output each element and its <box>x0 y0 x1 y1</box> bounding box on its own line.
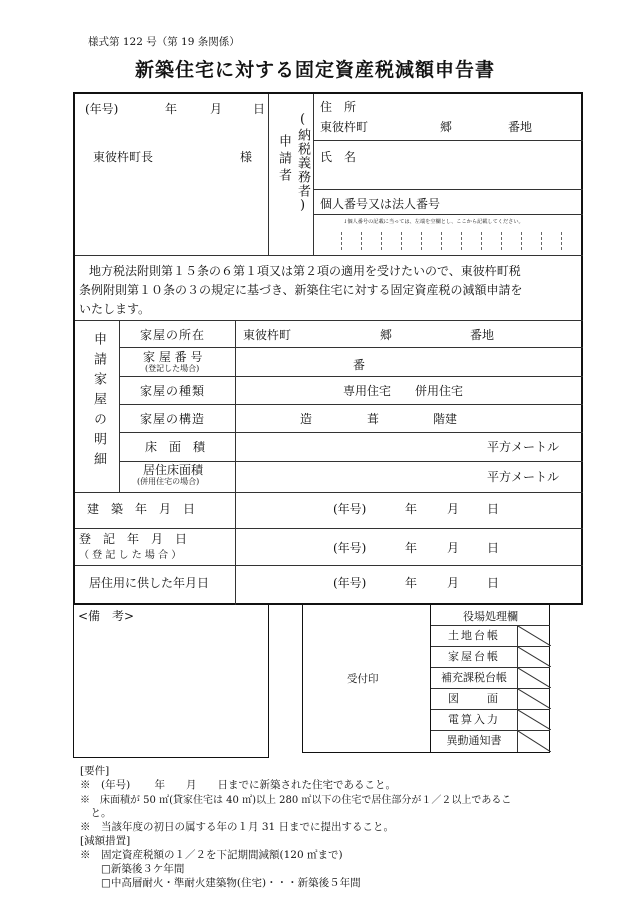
reception-stamp-label: 受付印 <box>347 673 379 685</box>
reduction-line: ※ 固定資産税額の１／２を下記期間減額(120 ㎡まで) <box>80 849 343 861</box>
residential-area-label: 居住床面積 <box>143 463 204 477</box>
digit-cell <box>341 232 342 250</box>
residential-use-date-day: 日 <box>487 576 500 590</box>
divider <box>75 492 583 493</box>
slash-icon <box>517 668 551 688</box>
built-date-year: 年 <box>405 502 418 516</box>
remarks-label: <備 考> <box>78 609 135 623</box>
office-row-label: 異動通知書 <box>446 734 502 747</box>
divider <box>75 528 583 529</box>
digit-cell <box>401 232 402 250</box>
taxpayer-vertical-label: (納税義務者) <box>295 112 310 214</box>
registered-date-month: 月 <box>447 541 460 555</box>
office-row-label: 家屋台帳 <box>448 650 500 663</box>
divider <box>235 320 236 492</box>
digit-cell <box>421 232 422 250</box>
location-label: 家屋の所在 <box>140 328 206 342</box>
reduction-option: □中高層耐火・準耐火建築物(住宅)・・・新築後５年間 <box>80 877 361 889</box>
reduction-heading: [減額措置] <box>80 835 131 847</box>
structure-zo: 造 <box>300 412 313 426</box>
office-row-label: 図 面 <box>448 692 500 705</box>
residential-area-unit: 平方メートル <box>487 470 560 484</box>
divider <box>119 432 583 433</box>
location-town: 東彼杵町 <box>243 328 292 342</box>
digit-cell <box>381 232 382 250</box>
date-era: (年号) <box>85 102 119 116</box>
digit-cell <box>441 232 442 250</box>
divider <box>313 189 583 190</box>
statement-line: 条例附則第１０条の３の規定に基づき、新築住宅に対する固定資産税の減額申請を <box>79 283 523 297</box>
house-type-options: 専用住宅 併用住宅 <box>343 384 464 398</box>
registered-date-era: (年号) <box>333 541 367 555</box>
address-banchi: 番地 <box>508 120 533 134</box>
honorific: 様 <box>240 150 253 164</box>
residential-use-date-month: 月 <box>447 576 460 590</box>
floor-area-label: 床 面 積 <box>145 440 206 454</box>
address-label: 住 所 <box>320 100 357 114</box>
structure-label: 家屋の構造 <box>140 412 206 426</box>
residential-use-date-year: 年 <box>405 576 418 590</box>
location-go: 郷 <box>380 328 393 342</box>
details-vertical-label: 申請家屋の明細 <box>91 332 106 472</box>
divider <box>75 255 583 256</box>
requirements-heading: [要件] <box>80 765 110 777</box>
office-row-label: 電算入力 <box>448 713 500 726</box>
floor-area-unit: 平方メートル <box>487 440 560 454</box>
structure-buki: 葺 <box>367 412 380 426</box>
date-month: 月 <box>210 102 223 116</box>
reception-stamp-box <box>302 605 430 753</box>
statement-line: 地方税法附則第１５条の６第１項又は第２項の適用を受けたいので、東彼杵町税 <box>89 264 521 278</box>
divider <box>313 140 583 141</box>
office-processing-table <box>430 605 550 753</box>
divider <box>75 320 583 321</box>
divider <box>75 565 583 566</box>
house-number-note: (登記した場合) <box>145 364 200 373</box>
slash-icon <box>517 710 551 730</box>
office-table-row <box>431 667 550 688</box>
reduction-option: □新築後３ケ年間 <box>80 863 185 875</box>
office-table-row <box>431 646 550 667</box>
remarks-box <box>73 605 269 758</box>
structure-kaidate: 階建 <box>433 412 458 426</box>
name-label: 氏 名 <box>320 150 357 164</box>
digit-cell <box>481 232 482 250</box>
divider <box>119 376 583 377</box>
built-date-label: 建 築 年 月 日 <box>87 502 196 516</box>
addressee: 東彼杵町長 <box>93 150 154 164</box>
house-type-label: 家屋の種類 <box>140 384 206 398</box>
document-title: 新築住宅に対する固定資産税減額申告書 <box>134 59 495 81</box>
digit-cell <box>541 232 542 250</box>
registered-date-note: （ 登 記 し た 場 合 ） <box>79 550 182 561</box>
residential-use-date-era: (年号) <box>333 576 367 590</box>
residential-use-date-label: 居住用に供した年月日 <box>89 576 210 590</box>
form-number: 様式第 122 号（第 19 条関係） <box>88 36 240 48</box>
office-row-label: 土地台帳 <box>448 629 500 642</box>
office-table-row <box>431 625 550 646</box>
office-table-header: 役場処理欄 <box>463 610 518 623</box>
statement-line: いたします。 <box>79 302 151 316</box>
divider <box>119 320 120 492</box>
requirement-line: ※ 床面積が 50 ㎡(貸家住宅は 40 ㎡)以上 280 ㎡以下の住宅で居住部分が１／２以上であるこ <box>80 795 512 806</box>
registered-date-day: 日 <box>487 541 500 555</box>
application-form <box>73 92 583 605</box>
office-table-row <box>431 709 550 730</box>
requirement-line: と。 <box>80 807 112 819</box>
divider <box>119 404 583 405</box>
id-label: 個人番号又は法人番号 <box>320 197 441 211</box>
divider <box>235 492 236 605</box>
id-digit-strip <box>313 228 583 255</box>
office-table-row <box>431 730 550 752</box>
date-day: 日 <box>253 102 266 116</box>
id-note: ↓個人番号の記載に当っては、左端を空欄とし、ここから記載してください。 <box>343 219 524 225</box>
registered-date-label: 登 記 年 月 日 <box>79 532 188 546</box>
digit-cell <box>521 232 522 250</box>
date-year: 年 <box>165 102 178 116</box>
built-date-era: (年号) <box>333 502 367 516</box>
house-number-label: 家 屋 番 号 <box>143 350 203 364</box>
digit-cell <box>361 232 362 250</box>
slash-icon <box>517 731 551 752</box>
applicant-vertical-label: 申請者 <box>276 134 291 185</box>
divider <box>268 94 269 255</box>
residential-area-note: (併用住宅の場合) <box>137 477 200 486</box>
address-town: 東彼杵町 <box>320 120 369 134</box>
registered-date-year: 年 <box>405 541 418 555</box>
office-row-label: 補充課税台帳 <box>441 671 507 684</box>
requirement-line: ※ (年号) 年 月 日までに新築された住宅であること。 <box>80 779 397 791</box>
slash-icon <box>517 647 551 667</box>
slash-icon <box>517 689 551 709</box>
digit-cell <box>561 232 562 250</box>
requirement-line: ※ 当該年度の初日の属する年の１月 31 日までに提出すること。 <box>80 821 395 833</box>
digit-cell <box>461 232 462 250</box>
slash-icon <box>517 626 551 646</box>
divider <box>313 214 583 215</box>
digit-cell <box>501 232 502 250</box>
built-date-day: 日 <box>487 502 500 516</box>
office-table-row <box>431 688 550 709</box>
address-go: 郷 <box>440 120 453 134</box>
built-date-month: 月 <box>447 502 460 516</box>
house-number-suffix: 番 <box>353 358 366 372</box>
location-banchi: 番地 <box>470 328 495 342</box>
